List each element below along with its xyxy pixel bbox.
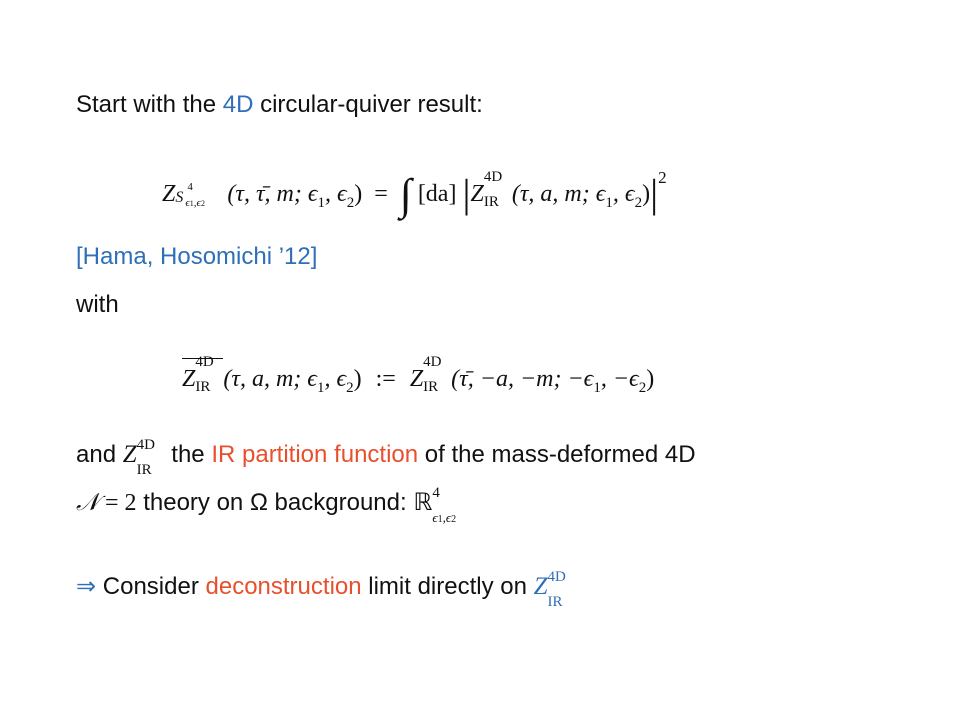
integral-sign: ∫ — [399, 170, 412, 219]
equation-sphere-partition-function: Z S 4 ϵ1,ϵ2 (τ, τ̄, m; $\epsilon_1$, $\epsilon_2$) = ∫ [da] |Z 4D IR (τ, a, m; $\epsilon_1$, $\epsilon_2)|^2$ — [162, 168, 667, 219]
eq1-abs-close: | — [650, 171, 659, 216]
intro-highlight-4d: 4D — [222, 91, 254, 118]
eq1-lhs-args: (τ, τ̄, m; ϵ — [227, 181, 318, 207]
deconstruction-line: ⇒ Consider deconstruction limit directly on Z 4D IR — [76, 568, 566, 610]
r-superscript-subscript: 4 ϵ1,ϵ2 — [432, 484, 457, 525]
intro-text-after: circular-quiver result: — [253, 91, 483, 118]
eq1-power: 2 — [658, 168, 667, 187]
eq1-measure: [da] — [417, 181, 457, 207]
eq2-rhs-z: Z — [409, 366, 424, 392]
eq1-rhs-args: (τ, a, m; ϵ — [511, 181, 606, 207]
eq1-rhs-z: Z — [470, 181, 484, 207]
theory-line: 𝒩 = 2 theory on Ω background: ℝ 4 ϵ1,ϵ2 — [76, 488, 466, 518]
implies-arrow: ⇒ — [76, 573, 97, 600]
z-ir-target: Z — [533, 573, 548, 600]
intro-line — [76, 90, 483, 120]
citation: [Hama, Hosomichi ’12] — [76, 243, 318, 270]
n-symbol: 𝒩 — [76, 490, 99, 516]
ir-partition-highlight: IR partition function — [211, 441, 419, 468]
with-label: with — [76, 291, 119, 318]
r-symbol: ℝ — [413, 490, 433, 516]
eq1-lhs-sphere-subscript: S 4 ϵ1,ϵ2 — [175, 181, 205, 210]
intro-text-before: Start with the — [76, 91, 223, 118]
eq2-rhs-args: (τ̄, −a, −m; −ϵ — [451, 366, 594, 392]
conjugate-overline-group: Z 4D IR — [182, 366, 223, 393]
eq1-lhs-z: Z — [162, 181, 176, 207]
z-ir-symbol: Z — [122, 441, 137, 468]
eq1-abs-open: | — [462, 171, 471, 216]
eq1-equals: = — [374, 181, 388, 207]
eq2-lhs-z: Z — [182, 366, 196, 392]
eq2-defeq: := — [375, 366, 396, 392]
deconstruction-highlight: deconstruction — [205, 573, 362, 600]
equation-conjugate-definition: Z 4D IR (τ, a, m; $\epsilon_1$, $\epsilon_2$) := Z 4D IR (τ̄, −a, −m; $-\epsilon_1$, $-\epsilon_2$) — [182, 354, 655, 396]
eq2-lhs-args: (τ, a, m; ϵ — [223, 366, 317, 392]
ir-partition-line: and Z 4D IR the IR partition function of the mass-deformed 4D — [76, 436, 696, 478]
